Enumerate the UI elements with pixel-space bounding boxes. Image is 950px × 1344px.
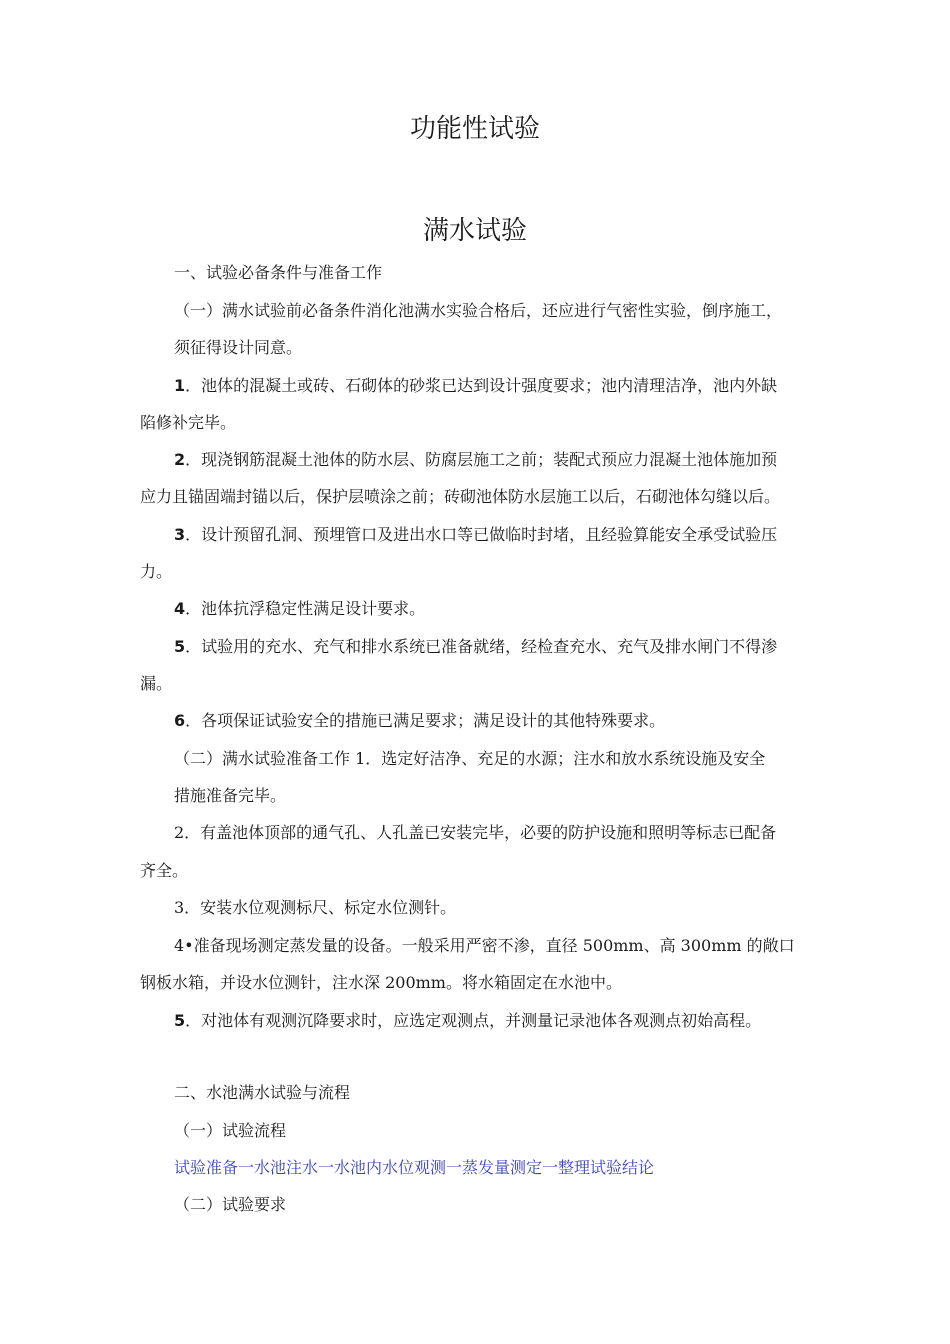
list-item-line — [174, 375, 777, 397]
item-number: 1 — [174, 376, 186, 395]
document-subtitle: 满水试验 — [422, 216, 527, 246]
item-number: 5 — [174, 1011, 186, 1030]
item-text: ．池体的混凝土或砖、石砌体的砂浆已达到设计强度要求；池内清理洁净，池内外缺 — [185, 376, 778, 395]
item-text: ．池体抗浮稳定性满足设计要求。 — [185, 599, 426, 618]
paragraph-line: 4•准备现场测定蒸发量的设备。一般采用严密不渗，直径 500mm、高 300mm 的敞口 — [174, 936, 795, 955]
item-number: 3 — [174, 525, 186, 544]
paragraph-line: 须征得设计同意。 — [174, 338, 303, 357]
paragraph-line: 漏。 — [140, 674, 173, 693]
section-heading-2: 二、水池满水试验与流程 — [174, 1083, 351, 1102]
flow-heading: （一）试验流程 — [174, 1121, 287, 1140]
item-text: ．试验用的充水、充气和排水系统已准备就绪，经检查充水、充气及排水闸门不得渗 — [185, 637, 778, 656]
item-number: 4 — [174, 599, 186, 618]
list-item-line — [174, 449, 777, 471]
item-number: 6 — [174, 711, 186, 730]
item-text: ．对池体有观测沉降要求时，应选定观测点，并测量记录池体各观测点初始高程。 — [185, 1011, 762, 1030]
item-text: ．现浇钢筋混凝土池体的防水层、防腐层施工之前；装配式预应力混凝土池体施加预 — [185, 450, 778, 469]
paragraph-line: （二）满水试验准备工作 1．选定好洁净、充足的水源；注水和放水系统设施及安全 — [174, 749, 766, 768]
requirements-heading: （二）试验要求 — [174, 1195, 287, 1214]
paragraph-line: 钢板水箱，并设水位测针，注水深 200mm。将水箱固定在水池中。 — [140, 973, 622, 992]
paragraph-line: 3．安装水位观测标尺、标定水位测针。 — [174, 898, 457, 917]
document-title: 功能性试验 — [409, 114, 540, 144]
item-number: 2 — [174, 450, 186, 469]
list-item-line — [174, 598, 425, 620]
paragraph-line: 措施准备完毕。 — [174, 786, 287, 805]
flow-text: 试验准备一水池注水一水池内水位观测一蒸发量测定一整理试验结论 — [174, 1158, 655, 1177]
paragraph-line: 应力且锚固端封锚以后，保护层喷涂之前；砖砌池体防水层施工以后，石砌池体勾缝以后。 — [140, 487, 781, 506]
item-number: 5 — [174, 637, 186, 656]
paragraph-line: 陷修补完毕。 — [140, 413, 237, 432]
item-text: ．设计预留孔洞、预埋管口及进出水口等已做临时封堵，且经验算能安全承受试验压 — [185, 525, 778, 544]
list-item-line — [174, 1010, 761, 1032]
paragraph-line: 力。 — [140, 562, 173, 581]
paragraph-line: 2．有盖池体顶部的通气孔、人孔盖已安装完毕，必要的防护设施和照明等标志已配备 — [174, 823, 777, 842]
paragraph-line: 齐全。 — [140, 861, 189, 880]
section-heading-1: 一、试验必备条件与准备工作 — [174, 263, 383, 282]
paragraph-line: （一）满水试验前必备条件消化池满水实验合格后，还应进行气密性实验，倒序施工， — [174, 301, 783, 320]
list-item-line — [174, 636, 777, 658]
list-item-line — [174, 710, 665, 732]
item-text: ．各项保证试验安全的措施已满足要求；满足设计的其他特殊要求。 — [185, 711, 666, 730]
list-item-line — [174, 524, 777, 546]
